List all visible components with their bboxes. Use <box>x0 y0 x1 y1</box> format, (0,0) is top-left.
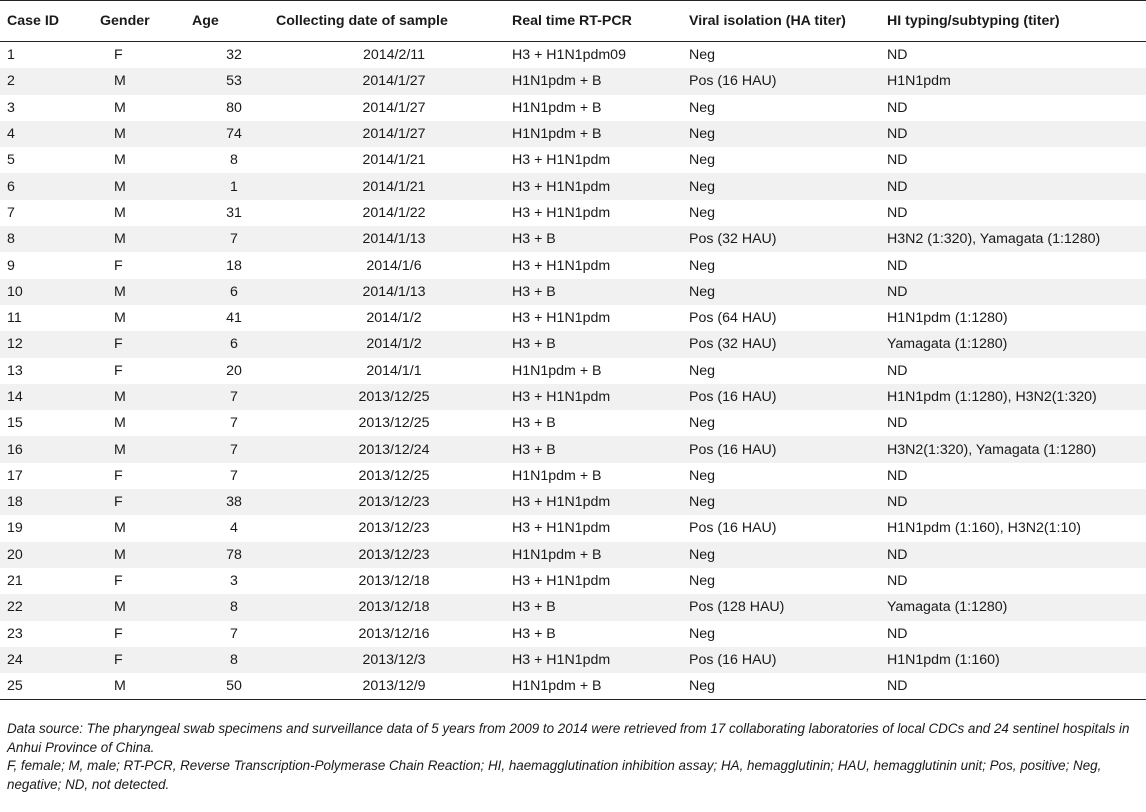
cell-age: 7 <box>192 436 276 462</box>
cell-age: 7 <box>230 625 238 642</box>
cell-case-id: 2 <box>0 68 100 94</box>
cell-rt-pcr: H3 + H1N1pdm <box>512 310 611 327</box>
cell-rt-pcr: H3 + B <box>512 625 556 642</box>
cell-hi-typing: ND <box>887 279 1146 305</box>
cell-case-id: 9 <box>7 257 15 274</box>
cell-collecting-date: 2014/1/27 <box>276 68 512 94</box>
cell-viral-isolation: Neg <box>689 279 887 305</box>
cell-collecting-date: 2013/12/23 <box>276 489 512 515</box>
cell-hi-typing: H3N2(1:320), Yamagata (1:1280) <box>887 436 1146 462</box>
cell-age: 8 <box>192 594 276 620</box>
cell-rt-pcr: H3 + H1N1pdm <box>512 489 689 515</box>
table-row <box>0 463 1146 489</box>
cell-gender: F <box>114 47 123 64</box>
table-row <box>0 568 1146 594</box>
cell-case-id: 1 <box>7 47 15 64</box>
cell-collecting-date: 2014/1/2 <box>366 310 422 327</box>
cell-rt-pcr: H1N1pdm + B <box>512 68 689 94</box>
cell-age: 4 <box>230 520 238 537</box>
cell-age: 7 <box>230 415 238 432</box>
cell-age: 7 <box>230 467 238 484</box>
cell-gender: M <box>100 673 192 700</box>
cell-collecting-date: 2014/2/11 <box>362 47 426 64</box>
cell-rt-pcr: H1N1pdm + B <box>512 99 602 116</box>
cell-viral-isolation: Neg <box>689 99 716 116</box>
cell-hi-typing: Yamagata (1:1280) <box>887 594 1146 620</box>
cell-collecting-date: 2014/1/21 <box>362 152 426 169</box>
cell-gender: M <box>100 542 192 568</box>
cell-collecting-date: 2013/12/23 <box>358 520 430 537</box>
cell-age: 31 <box>226 204 242 221</box>
cell-hi-typing: ND <box>887 625 908 642</box>
cell-collecting-date: 2013/12/18 <box>276 594 512 620</box>
cell-case-id: 23 <box>7 625 23 642</box>
cell-gender: M <box>114 310 126 327</box>
table-row <box>0 358 1146 384</box>
table-row <box>0 68 1146 94</box>
table-row <box>0 384 1146 410</box>
table-row <box>0 621 1146 647</box>
cell-collecting-date: 2013/12/24 <box>276 436 512 462</box>
cell-gender: M <box>100 594 192 620</box>
cell-hi-typing: H1N1pdm (1:160), H3N2(1:10) <box>887 520 1081 537</box>
cell-case-id: 8 <box>0 226 100 252</box>
cell-age: 80 <box>226 99 242 116</box>
cell-case-id: 6 <box>0 173 100 199</box>
cell-rt-pcr: H3 + H1N1pdm <box>512 384 689 410</box>
cell-case-id: 22 <box>0 594 100 620</box>
cell-collecting-date: 2013/12/3 <box>276 647 512 673</box>
cell-rt-pcr: H3 + H1N1pdm <box>512 257 611 274</box>
table-row <box>0 489 1146 515</box>
cell-rt-pcr: H3 + B <box>512 594 689 620</box>
table-row <box>0 410 1146 436</box>
cell-rt-pcr: H3 + B <box>512 279 689 305</box>
cell-viral-isolation: Neg <box>689 362 716 379</box>
table-row <box>0 147 1146 173</box>
cell-gender: M <box>100 68 192 94</box>
table-row <box>0 542 1146 568</box>
cell-hi-typing: ND <box>887 467 908 484</box>
cell-age: 78 <box>192 542 276 568</box>
cell-gender: M <box>100 226 192 252</box>
cell-case-id: 18 <box>0 489 100 515</box>
cell-hi-typing: ND <box>887 415 908 432</box>
header-age: Age <box>192 1 276 42</box>
cell-collecting-date: 2013/12/25 <box>358 415 430 432</box>
cell-viral-isolation: Neg <box>689 489 887 515</box>
cell-hi-typing: H1N1pdm (1:160) <box>887 647 1146 673</box>
cell-hi-typing: ND <box>887 152 908 169</box>
cell-case-id: 10 <box>0 279 100 305</box>
cell-age: 8 <box>230 152 238 169</box>
cell-gender: M <box>114 152 126 169</box>
cell-case-id: 13 <box>7 362 23 379</box>
table-row <box>0 673 1146 700</box>
cell-hi-typing: ND <box>887 542 1146 568</box>
cell-rt-pcr: H1N1pdm + B <box>512 362 602 379</box>
cell-collecting-date: 2014/1/13 <box>276 226 512 252</box>
cell-viral-isolation: Pos (16 HAU) <box>689 384 887 410</box>
cell-gender: M <box>100 121 192 147</box>
cell-gender: M <box>114 99 126 116</box>
table-row <box>0 200 1146 226</box>
cell-gender: F <box>114 257 123 274</box>
cell-viral-isolation: Neg <box>689 625 716 642</box>
cell-collecting-date: 2014/1/21 <box>276 173 512 199</box>
cell-gender: M <box>100 384 192 410</box>
cell-viral-isolation: Pos (16 HAU) <box>689 647 887 673</box>
cell-gender: M <box>114 415 126 432</box>
cell-gender: M <box>100 279 192 305</box>
cell-hi-typing: Yamagata (1:1280) <box>887 331 1146 357</box>
cell-age: 53 <box>192 68 276 94</box>
cell-hi-typing: H1N1pdm (1:1280), H3N2(1:320) <box>887 384 1146 410</box>
table-row <box>0 42 1146 69</box>
cell-viral-isolation: Pos (16 HAU) <box>689 436 887 462</box>
table-row <box>0 279 1146 305</box>
cell-case-id: 4 <box>0 121 100 147</box>
table-row <box>0 331 1146 357</box>
cell-rt-pcr: H3 + H1N1pdm <box>512 520 611 537</box>
cell-hi-typing: ND <box>887 99 908 116</box>
cell-collecting-date: 2013/12/23 <box>276 542 512 568</box>
cell-collecting-date: 2014/1/27 <box>276 121 512 147</box>
cell-viral-isolation: Neg <box>689 573 716 590</box>
cell-collecting-date: 2014/1/22 <box>362 204 426 221</box>
cell-age: 50 <box>192 673 276 700</box>
cell-rt-pcr: H3 + B <box>512 436 689 462</box>
cell-rt-pcr: H3 + H1N1pdm <box>512 173 689 199</box>
table-footnotes <box>7 720 1139 794</box>
header-gender: Gender <box>100 1 192 42</box>
cell-age: 20 <box>226 362 242 379</box>
cell-rt-pcr: H3 + B <box>512 415 556 432</box>
cell-age: 32 <box>226 47 242 64</box>
cell-age: 18 <box>226 257 242 274</box>
cell-viral-isolation: Neg <box>689 121 887 147</box>
abbreviations-note: F, female; M, male; RT-PCR, Reverse Transcription-Polymerase Chain Reaction; HI, haemagglutination inhibition assay; HA, hemagglutinin; HAU, hemagglutinin unit; Pos, positive; Neg, negative; ND, not detected. <box>7 758 1102 792</box>
cell-viral-isolation: Neg <box>689 542 887 568</box>
cell-age: 1 <box>192 173 276 199</box>
cell-collecting-date: 2013/12/9 <box>276 673 512 700</box>
cell-gender: M <box>114 204 126 221</box>
table-row <box>0 305 1146 331</box>
cell-case-id: 24 <box>0 647 100 673</box>
cell-gender: M <box>100 173 192 199</box>
table-row <box>0 594 1146 620</box>
header-rt-pcr: Real time RT-PCR <box>512 1 689 42</box>
cell-rt-pcr: H3 + B <box>512 331 689 357</box>
cell-gender: F <box>114 362 123 379</box>
cell-case-id: 19 <box>7 520 23 537</box>
cell-rt-pcr: H3 + H1N1pdm <box>512 647 689 673</box>
cell-rt-pcr: H1N1pdm + B <box>512 542 689 568</box>
cell-gender: F <box>100 489 192 515</box>
table-row <box>0 226 1146 252</box>
cell-rt-pcr: H1N1pdm + B <box>512 673 689 700</box>
cell-case-id: 25 <box>0 673 100 700</box>
cell-age: 6 <box>192 279 276 305</box>
cell-collecting-date: 2014/1/2 <box>276 331 512 357</box>
cell-collecting-date: 2014/1/1 <box>366 362 422 379</box>
cell-hi-typing: ND <box>887 121 1146 147</box>
table-row <box>0 515 1146 541</box>
cell-hi-typing: H1N1pdm <box>887 68 1146 94</box>
header-hi-typing: HI typing/subtyping (titer) <box>887 1 1146 42</box>
cell-case-id: 7 <box>7 204 15 221</box>
cell-hi-typing: ND <box>887 173 1146 199</box>
cell-hi-typing: H3N2 (1:320), Yamagata (1:1280) <box>887 226 1146 252</box>
cell-gender: M <box>114 520 126 537</box>
cell-age: 74 <box>192 121 276 147</box>
cell-hi-typing: ND <box>887 673 1146 700</box>
cell-viral-isolation: Pos (16 HAU) <box>689 520 777 537</box>
table-row <box>0 173 1146 199</box>
cell-age: 3 <box>230 573 238 590</box>
cell-gender: M <box>100 436 192 462</box>
cell-viral-isolation: Pos (16 HAU) <box>689 68 887 94</box>
header-case-id: Case ID <box>0 1 100 42</box>
cell-gender: F <box>114 625 123 642</box>
cell-viral-isolation: Neg <box>689 257 716 274</box>
cell-viral-isolation: Neg <box>689 467 716 484</box>
cell-case-id: 15 <box>7 415 23 432</box>
cell-age: 7 <box>192 384 276 410</box>
cell-collecting-date: 2014/1/13 <box>276 279 512 305</box>
cell-collecting-date: 2014/1/6 <box>366 257 422 274</box>
cell-collecting-date: 2013/12/16 <box>358 625 430 642</box>
cell-viral-isolation: Pos (32 HAU) <box>689 226 887 252</box>
cell-rt-pcr: H3 + H1N1pdm <box>512 152 611 169</box>
cell-case-id: 21 <box>7 573 23 590</box>
cell-age: 7 <box>192 226 276 252</box>
cell-age: 6 <box>192 331 276 357</box>
cell-viral-isolation: Neg <box>689 152 716 169</box>
cell-age: 38 <box>192 489 276 515</box>
cell-hi-typing: ND <box>887 204 908 221</box>
cell-viral-isolation: Neg <box>689 204 716 221</box>
table-row <box>0 436 1146 462</box>
cell-case-id: 17 <box>7 467 23 484</box>
cell-case-id: 12 <box>0 331 100 357</box>
cell-rt-pcr: H3 + H1N1pdm <box>512 204 611 221</box>
cell-viral-isolation: Neg <box>689 415 716 432</box>
table-row <box>0 252 1146 278</box>
cell-gender: F <box>114 573 123 590</box>
cell-rt-pcr: H1N1pdm + B <box>512 121 689 147</box>
cell-rt-pcr: H3 + H1N1pdm09 <box>512 47 626 64</box>
cell-case-id: 11 <box>7 310 22 327</box>
table-row <box>0 121 1146 147</box>
header-row <box>0 1 1146 42</box>
cell-case-id: 14 <box>0 384 100 410</box>
cell-hi-typing: ND <box>887 573 908 590</box>
cell-rt-pcr: H3 + B <box>512 226 689 252</box>
cell-collecting-date: 2013/12/25 <box>358 467 430 484</box>
cell-hi-typing: ND <box>887 362 908 379</box>
table-row <box>0 95 1146 121</box>
cell-rt-pcr: H1N1pdm + B <box>512 467 602 484</box>
header-viral-isolation: Viral isolation (HA titer) <box>689 1 887 42</box>
cell-viral-isolation: Neg <box>689 47 716 64</box>
cell-collecting-date: 2014/1/27 <box>362 99 426 116</box>
cell-age: 41 <box>226 310 242 327</box>
table-header <box>0 1 1146 42</box>
cell-case-id: 20 <box>0 542 100 568</box>
cell-case-id: 5 <box>7 152 15 169</box>
header-collecting-date: Collecting date of sample <box>276 1 512 42</box>
cell-gender: F <box>100 647 192 673</box>
cell-rt-pcr: H3 + H1N1pdm <box>512 573 611 590</box>
cell-collecting-date: 2013/12/25 <box>276 384 512 410</box>
cell-age: 8 <box>192 647 276 673</box>
cell-viral-isolation: Neg <box>689 673 887 700</box>
cell-hi-typing: H1N1pdm (1:1280) <box>887 310 1008 327</box>
cell-hi-typing: ND <box>887 47 908 64</box>
cell-case-id: 16 <box>0 436 100 462</box>
cell-viral-isolation: Pos (64 HAU) <box>689 310 777 327</box>
cell-gender: F <box>100 331 192 357</box>
table-body <box>0 42 1146 700</box>
cell-viral-isolation: Pos (32 HAU) <box>689 331 887 357</box>
cell-viral-isolation: Neg <box>689 173 887 199</box>
cell-gender: F <box>114 467 123 484</box>
cell-hi-typing: ND <box>887 257 908 274</box>
cell-hi-typing: ND <box>887 489 1146 515</box>
table-row <box>0 647 1146 673</box>
cell-collecting-date: 2013/12/18 <box>358 573 430 590</box>
cell-viral-isolation: Pos (128 HAU) <box>689 594 887 620</box>
cell-case-id: 3 <box>7 99 15 116</box>
data-source-note: Data source: The pharyngeal swab specimens and surveillance data of 5 years from 2009 to 2014 were retrieved from 17 collaborating laboratories of local CDCs and 24 sentinel hospitals in Anhui Province of China. <box>7 721 1130 755</box>
